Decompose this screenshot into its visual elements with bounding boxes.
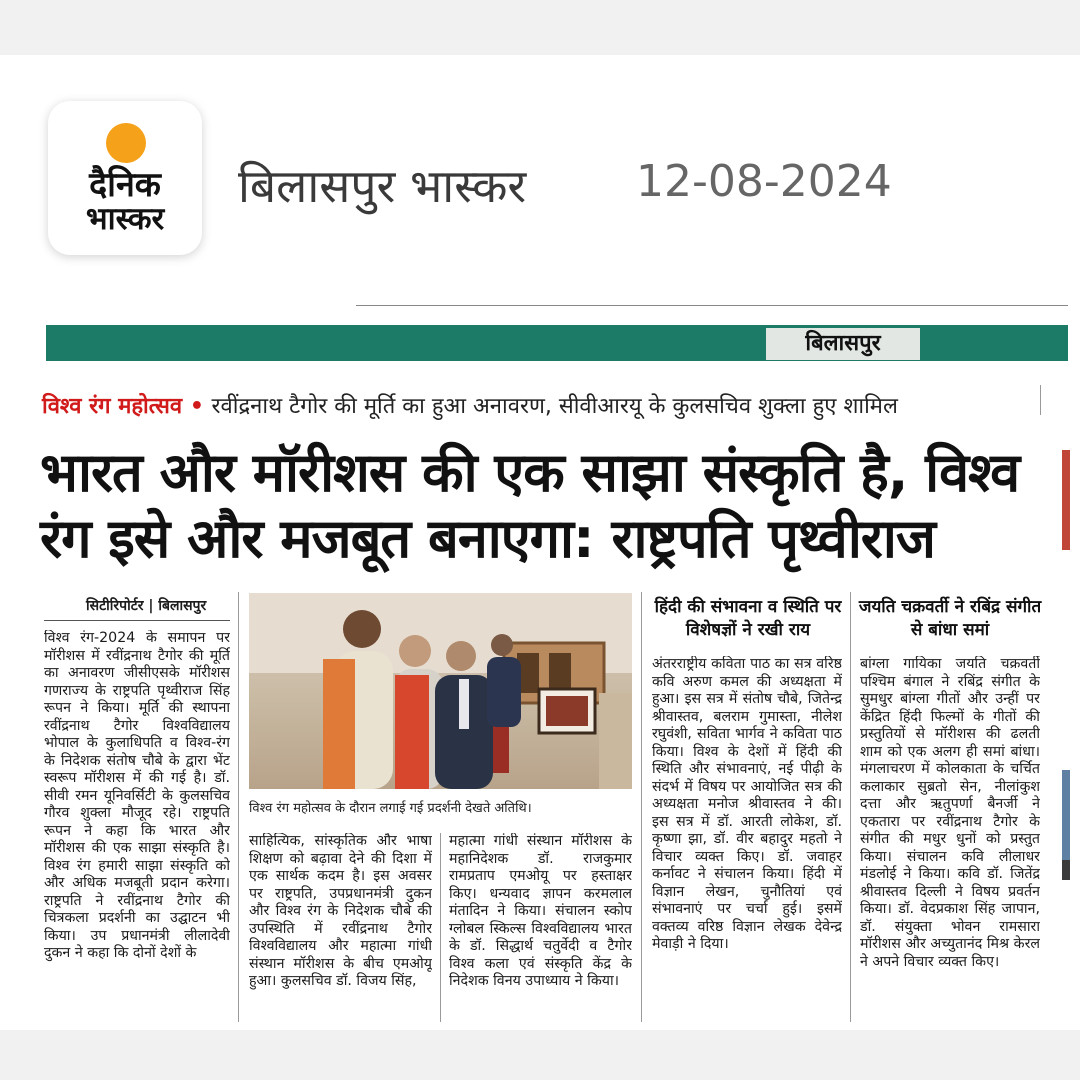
byline: सिटीरिपोर्टर | बिलासपुर bbox=[86, 598, 207, 614]
sidebar-1-title: हिंदी की संभावना व स्थिति पर विशेषज्ञों ने रखी राय bbox=[654, 597, 842, 640]
column-divider bbox=[1040, 385, 1041, 415]
logo-sun-icon bbox=[106, 123, 146, 163]
logo-text-line1: दैनिक bbox=[89, 165, 161, 205]
body-column-1: विश्व रंग-2024 के समापन पर मॉरीशस में रवींद्रनाथ टैगोर की मूर्ति का अनावरण जीसीएसके मॉरीशस गणराज्य के राष्ट्रपति पृथ्वीराज सिंह रूपन ने किया। मूर्ति की स्थापना रवींद्रनाथ टैगोर विश्वविद्यालय भोपाल के कुलाधिपति व विश्व-रंग के निदेशक संतोष चौबे के द्वारा भेंट स्वरूप मॉरीशस में की गई है। डॉ. सीवी रमन यूनिवर्सिटी के कुलसचिव गौरव शुक्ला मौजूद रहे। राष्ट्रपति रूपन ने कहा कि भारत और मॉरीशस की एक साझा संस्कृति है। विश्व रंग हमारी साझा संस्कृति को और अधिक मजबूती प्रदान करेगा। राष्ट्रपति ने रवींद्रनाथ टैगोर की चित्रकला प्रदर्शनी का उद्घाटन भी किया। उप प्रधानमंत्री लीलादेवी दुकन ने कहा कि दोनों देशों के bbox=[44, 630, 230, 961]
sidebar-2-text: बांग्ला गायिका जयति चक्रवर्ती पश्चिम बंगाल ने रबिंद्र संगीत के सुमधुर बांग्ला गीतों और उन्हीं पर केंद्रित हिंदी फिल्मों के गीतों की प्रस्तुतियों से मॉरीशस की ढलती शाम को एक अलग ही समां बांधा। मंगलाचरण में कोलकाता के चर्चित कलाकार सुब्रतो सेन, नीलांकुश दत्ता और ऋतुपर्णा बैनर्जी ने एकतारा पर रवींद्रनाथ टैगोर के संगीत की मधुर धुनों को प्रस्तुत किया। संचालन कवि लीलाधर मंडलोई ने किया। कवि डॉ. जितेंद्र श्रीवास्तव दिल्ली ने विषय प्रवर्तन किया। डॉ. वेदप्रकाश सिंह जापान, डॉ. संयुक्ता भोवन रामसारा मॉरीशस और अच्युतानंद मिश्र केरल ने अपने विचार व्यक्त किए। bbox=[860, 656, 1040, 970]
kicker-separator: • bbox=[182, 394, 212, 419]
body-column-3: महात्मा गांधी संस्थान मॉरीशस के महानिदेशक डॉ. राजकुमार रामप्रताप एमओयू पर हस्ताक्षर किए। धन्यवाद ज्ञापन करमलाल मंतादिन ने किया। संचालन स्कोप ग्लोबल स्किल्स विश्वविद्यालय भारत के डॉ. सिद्धार्थ चतुर्वेदी व टैगोर विश्व कला एवं संस्कृति केंद्र के निदेशक विनय उपाध्याय ने किया। bbox=[449, 833, 632, 989]
section-tab: बिलासपुर bbox=[766, 328, 920, 360]
column-divider bbox=[440, 833, 441, 1022]
article-kicker bbox=[42, 390, 898, 420]
sidebar-1-text: अंतरराष्ट्रीय कविता पाठ का सत्र वरिष्ठ कवि अरुण कमल की अध्यक्षता में हुआ। इस सत्र में संतोष चौबे, जितेन्द्र श्रीवास्तव, बलराम गुमास्ता, नीलेश रघुवंशी, सविता भार्गव ने कविता पाठ किया। विश्व के देशों में हिंदी की स्थिति और संभावनाएं, नई पीढ़ी के संदर्भ में विषय पर आयोजित सत्र की अध्यक्षता मनोज श्रीवास्तव ने की। इस सत्र में डॉ. आरती लोकेश, डॉ. कृष्णा झा, डॉ. वीर बहादुर महतो ने विचार व्यक्त किए। डॉ. जवाहर कर्नावट ने संचालन किया। हिंदी में विज्ञान लेखन, चुनौतियां एवं संभावनाएं पर चर्चा हुई। इसमें वक्तव्य वरिष्ठ विज्ञान लेखक देवेन्द्र मेवाड़ी ने दिया। bbox=[652, 656, 842, 952]
logo-text-line2: भास्कर bbox=[85, 201, 165, 237]
column-divider bbox=[850, 592, 851, 1022]
column-divider bbox=[238, 592, 239, 1022]
sidebar-2-title: जयति चक्रवर्ती ने रबिंद्र संगीत से बांधा समां bbox=[858, 597, 1042, 640]
edition-date: 12-08-2024 bbox=[636, 156, 892, 207]
exhibition-photo bbox=[249, 593, 632, 789]
photo-caption: विश्व रंग महोत्सव के दौरान लगाई गई प्रदर्शनी देखते अतिथि। bbox=[249, 801, 532, 816]
body-column-2: साहित्यिक, सांस्कृतिक और भाषा शिक्षण को बढ़ावा देने की दिशा में एक सार्थक कदम है। इस अवसर पर राष्ट्रपति, उपप्रधानमंत्री दुकन और विश्व रंग के निदेशक चौबे की उपस्थिति में रवींद्रनाथ टैगोर विश्वविद्यालय और महात्मा गांधी संस्थान मॉरीशस के बीच एमओयू हुआ। कुलसचिव डॉ. विजय सिंह, bbox=[249, 833, 432, 989]
subheadline: रवींद्रनाथ टैगोर की मूर्ति का हुआ अनावरण, सीवीआरयू के कुलसचिव शुक्ला हुए शामिल bbox=[211, 394, 898, 419]
adjacent-article-edge bbox=[1048, 380, 1070, 1030]
headline: भारत और मॉरीशस की एक साझा संस्कृति है, विश्व रंग इसे और मजबूत बनाएगा: राष्ट्रपति पृथ्वीराज bbox=[40, 441, 1020, 570]
byline-divider bbox=[44, 620, 230, 621]
edition-title: बिलासपुर भास्कर bbox=[238, 159, 527, 213]
header-divider bbox=[356, 305, 1068, 306]
photo-illustration bbox=[249, 593, 632, 789]
adjacent-article-fragments bbox=[1048, 380, 1070, 1030]
column-divider bbox=[641, 592, 642, 1022]
kicker-label: विश्व रंग महोत्सव bbox=[42, 394, 183, 419]
